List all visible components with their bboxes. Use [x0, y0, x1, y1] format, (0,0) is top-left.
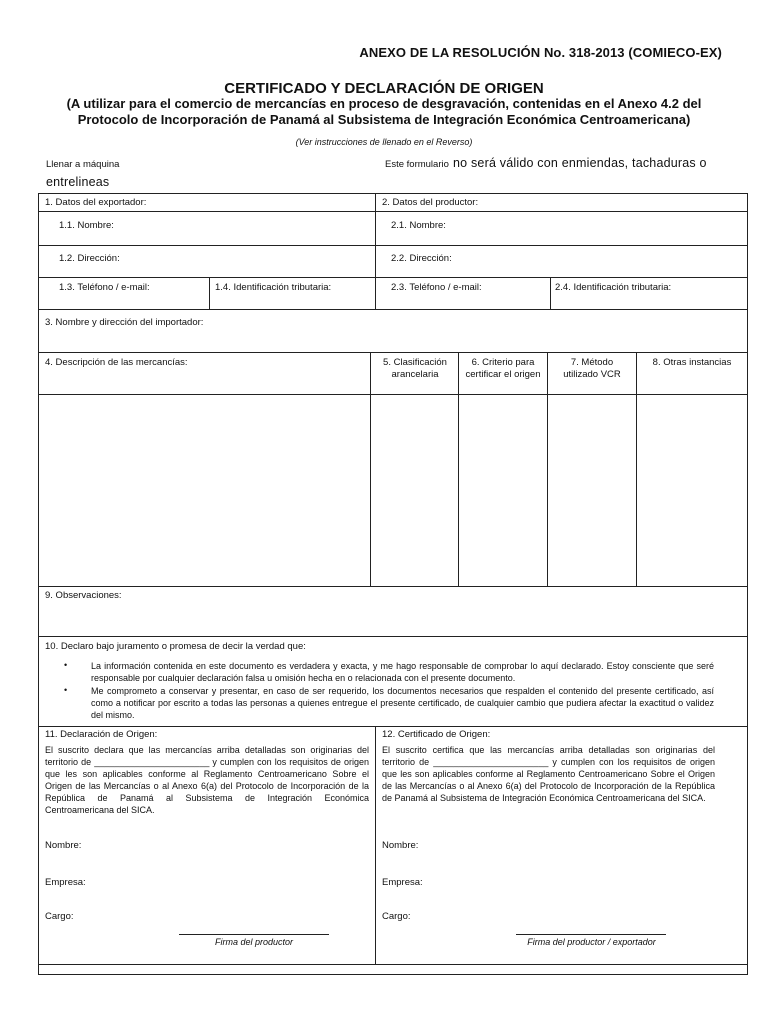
producer-tax-id-field[interactable]: 2.4. Identificación tributaria: — [555, 282, 672, 293]
certification-position-field[interactable]: Cargo: — [382, 911, 411, 922]
producer-signature-line[interactable] — [179, 934, 329, 935]
rule — [39, 309, 747, 310]
form-subtitle: (A utilizar para el comercio de mercancías en proceso de desgravación, contenidas en el Anexo 4.2 del Protocolo de Incorporación de Panamá al Subsistema de Integración Económica Centroamericana) — [66, 96, 702, 127]
column-divider — [209, 278, 210, 309]
column-divider — [547, 353, 548, 586]
certification-text-a: El suscrito certifica que las mercancías arriba detalladas son originarias del territorio de — [382, 745, 715, 767]
exporter-name-field[interactable]: 1.1. Nombre: — [59, 220, 114, 231]
bullet: • — [64, 685, 68, 695]
territory-blank[interactable]: _______________________ — [94, 757, 210, 767]
annex-reference: ANEXO DE LA RESOLUCIÓN No. 318-2013 (COMIECO-EX) — [359, 45, 722, 60]
exporter-tax-id-field[interactable]: 1.4. Identificación tributaria: — [215, 282, 332, 293]
form-title: CERTIFICADO Y DECLARACIÓN DE ORIGEN — [224, 80, 544, 97]
origin-criterion-area[interactable] — [460, 396, 546, 585]
fill-note: Llenar a máquina — [46, 159, 120, 170]
column-divider — [375, 194, 376, 309]
declaration-name-field[interactable]: Nombre: — [45, 840, 82, 851]
producer-phone-field[interactable]: 2.3. Teléfono / e-mail: — [391, 282, 482, 293]
origin-criterion-header: 6. Criterio para certificar el origen — [465, 357, 541, 380]
certification-text — [382, 744, 715, 804]
rule — [39, 394, 747, 395]
column-divider — [458, 353, 459, 586]
vcr-method-header: 7. Método utilizado VCR — [563, 357, 621, 380]
rule — [39, 586, 747, 587]
declaration-company-field[interactable]: Empresa: — [45, 877, 86, 888]
exporter-address-field[interactable]: 1.2. Dirección: — [59, 253, 120, 264]
other-instances-area[interactable] — [638, 396, 746, 585]
declaration-title: 11. Declaración de Origen: — [45, 729, 158, 740]
goods-description-header: 4. Descripción de las mercancías: — [45, 357, 188, 368]
exporter-signature-line[interactable] — [516, 934, 666, 935]
producer-signature-label: Firma del productor — [214, 937, 294, 947]
declaration-text-b: y cumplen con los requisitos de origen que les son aplicables conforme al Reglamento Centroamericano Sobre el Origen de las Mercancías o al Anexo 6(a) del Protocolo de Incorporación de la República de Panamá al Subsistema de Integración Económica Centroamericana del SICA. — [45, 757, 369, 815]
invalid-note: no será válido con enmiendas, tachaduras o — [453, 156, 707, 170]
rule — [39, 636, 747, 637]
producer-section-title: 2. Datos del productor: — [382, 197, 479, 208]
rule — [39, 211, 747, 212]
oath-statement-1: La información contenida en este documento es verdadera y exacta, y me hago responsable de comprobar lo aquí declarado. Estoy consciente que seré responsable por cualquier declaración falsa u omisión hecha en o relacionada con el presente documento. — [91, 661, 714, 683]
certification-name-field[interactable]: Nombre: — [382, 840, 419, 851]
importer-field[interactable]: 3. Nombre y dirección del importador: — [45, 317, 204, 328]
exporter-phone-field[interactable]: 1.3. Teléfono / e-mail: — [59, 282, 150, 293]
certification-title: 12. Certificado de Origen: — [382, 729, 491, 740]
column-divider — [636, 353, 637, 586]
oath-title: 10. Declaro bajo juramento o promesa de decir la verdad que: — [45, 641, 306, 652]
territory-blank[interactable]: _______________________ — [433, 757, 549, 767]
column-divider — [370, 353, 371, 586]
rule — [39, 964, 747, 965]
rule — [39, 352, 747, 353]
column-divider — [550, 278, 551, 309]
exporter-section-title: 1. Datos del exportador: — [45, 197, 147, 208]
other-instances-header: 8. Otras instancias — [652, 357, 732, 368]
invalid-note-prefix: Este formulario — [385, 159, 449, 170]
declaration-position-field[interactable]: Cargo: — [45, 911, 74, 922]
certification-company-field[interactable]: Empresa: — [382, 877, 423, 888]
rule — [39, 726, 747, 727]
column-divider — [375, 726, 376, 964]
rule — [39, 245, 747, 246]
declaration-text — [45, 744, 369, 816]
observations-field[interactable]: 9. Observaciones: — [45, 590, 122, 601]
certification-text-b: y cumplen con los requisitos de origen que les son aplicables conforme al Reglamento Centroamericano Sobre el Origen de las Mercancías o al Anexo 6(a) del Protocolo de Incorporación de la República de Panamá al Subsistema de Integración Económica Centroamericana del SICA. — [382, 757, 715, 803]
tariff-classification-area[interactable] — [372, 396, 457, 585]
exporter-signature-label: Firma del productor / exportador — [527, 937, 656, 947]
bullet: • — [64, 660, 68, 670]
invalid-note-continuation: entrelineas — [46, 175, 110, 189]
instructions-note: (Ver instrucciones de llenado en el Reverso) — [295, 137, 473, 147]
vcr-method-area[interactable] — [549, 396, 635, 585]
producer-address-field[interactable]: 2.2. Dirección: — [391, 253, 452, 264]
tariff-classification-header: 5. Clasificación arancelaria — [383, 357, 447, 380]
goods-description-area[interactable] — [40, 396, 369, 585]
oath-statement-2: Me comprometo a conservar y presentar, en caso de ser requerido, los documentos necesarios que respalden el contenido del presente certificado, así como a notificar por escrito a todas las personas a quienes entregue el presente certificado, de cualquier cambio que pudiera afectar la exactitud o validez del mismo. — [91, 686, 714, 720]
origin-certificate-form — [38, 193, 748, 975]
producer-name-field[interactable]: 2.1. Nombre: — [391, 220, 446, 231]
rule — [39, 277, 747, 278]
declaration-text-a: El suscrito declara que las mercancías arriba detalladas son originarias del territorio de — [45, 745, 369, 767]
